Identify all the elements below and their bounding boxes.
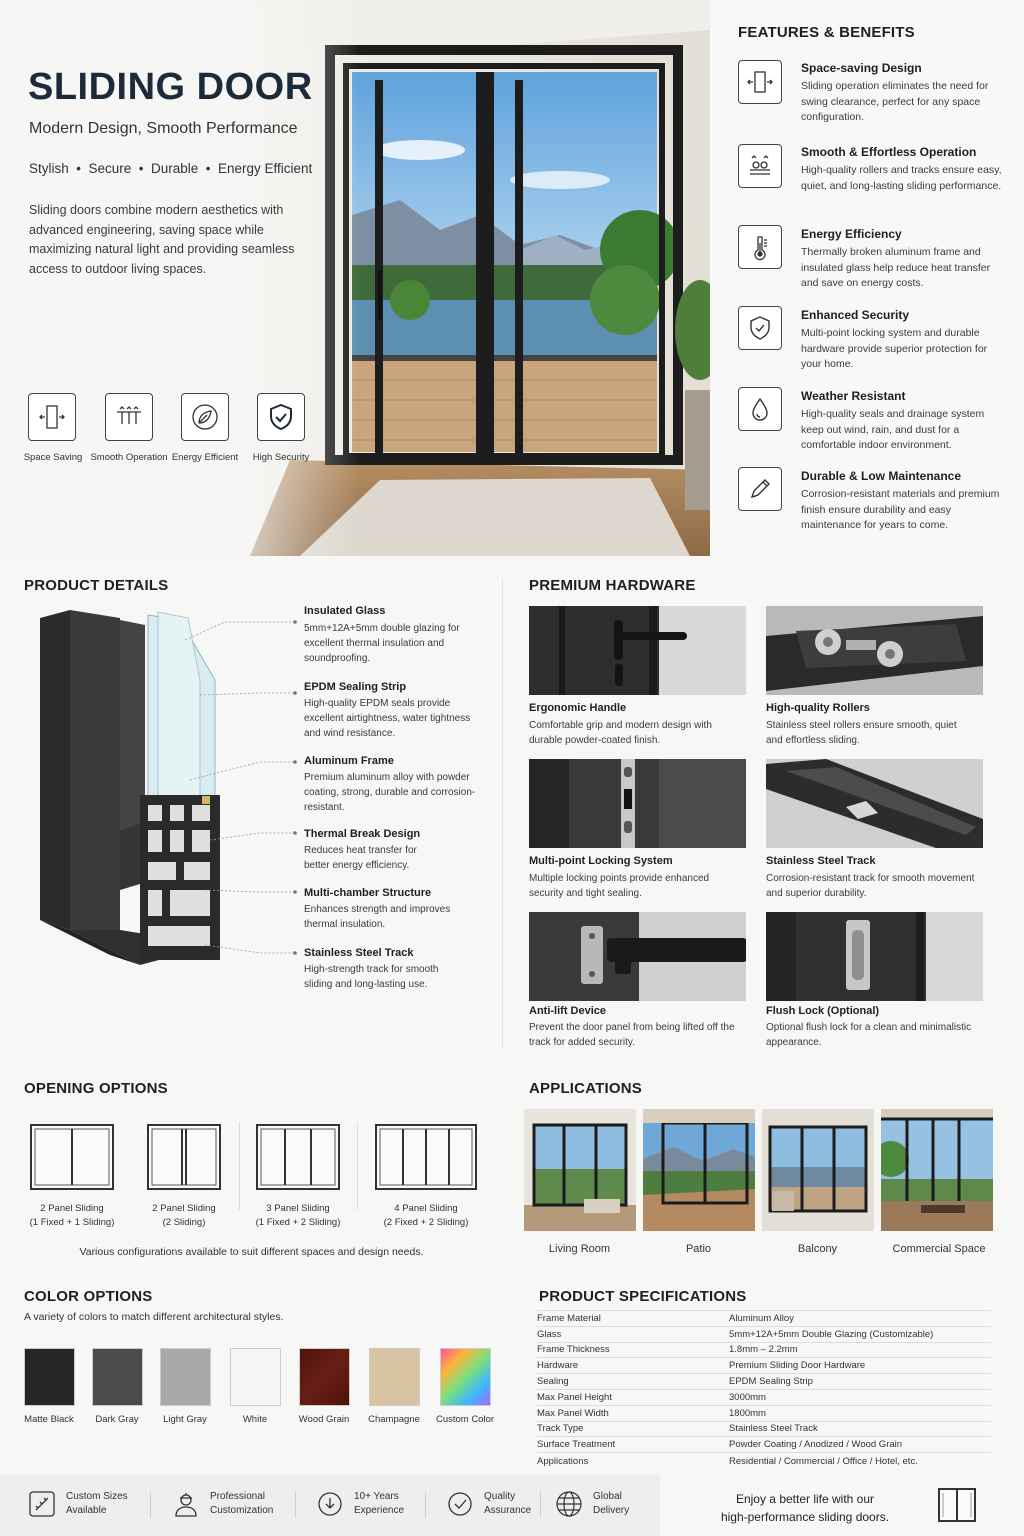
footer-item-text (484, 1490, 531, 1518)
color-swatch-label: White (242, 1414, 268, 1425)
hero-icon-space-saving (28, 393, 76, 441)
feature-description: High-quality seals and drainage system keep out wind, rain, and dust for a comfortable indoor environment. (801, 408, 985, 451)
applications-heading: APPLICATIONS (529, 1080, 642, 1097)
ruler-icon (28, 1490, 56, 1518)
feature-item (738, 306, 782, 350)
shield-check-icon (738, 306, 782, 350)
hardware-description: Stainless steel rollers ensure smooth, quiet and effortless sliding. (766, 720, 957, 746)
pencil-icon (738, 467, 782, 511)
spec-key: Applications (537, 1455, 589, 1467)
hardware-title: Flush Lock (Optional) (766, 1005, 880, 1017)
detail-title: Multi-chamber Structure (304, 887, 432, 899)
feature-title: Weather Resistant (801, 389, 906, 403)
spec-row (537, 1374, 991, 1390)
spec-key: Glass (537, 1328, 562, 1340)
shield-check-icon (257, 393, 305, 441)
spec-value: 1.8mm – 2.2mm (729, 1344, 798, 1356)
opening-option-config: (1 Fixed + 2 Sliding) (255, 1217, 341, 1228)
spec-value: 3000mm (729, 1391, 766, 1403)
check-circle-icon (446, 1490, 474, 1518)
smooth-operation-icon (105, 393, 153, 441)
spec-value: Residential / Commercial / Office / Hotel, etc. (729, 1455, 918, 1467)
hardware-title: Ergonomic Handle (529, 702, 627, 714)
color-swatch-custom[interactable] (440, 1348, 491, 1406)
hardware-description: Corrosion-resistant track for smooth movement and superior durability. (766, 873, 975, 899)
spec-row (537, 1453, 991, 1469)
footer-item (446, 1490, 531, 1518)
spec-key: Hardware (537, 1360, 579, 1372)
divider (239, 1122, 240, 1210)
divider (150, 1492, 151, 1518)
color-swatch-label: Custom Color (435, 1414, 495, 1425)
footer-item-line: 10+ Years (354, 1491, 399, 1502)
door-arrows-icon (738, 60, 782, 104)
globe-icon (555, 1490, 583, 1518)
hardware-description: Multiple locking points provide enhanced security and tight sealing. (529, 873, 710, 899)
sliding-door-icon (938, 1488, 976, 1522)
rollers-image (766, 606, 983, 695)
spec-value: 1800mm (729, 1407, 766, 1419)
hardware-description: Comfortable grip and modern design with durable powder-coated finish. (529, 720, 712, 746)
leaf-icon (181, 393, 229, 441)
footer-item-line: Delivery (593, 1505, 630, 1516)
rollers-icon (738, 144, 782, 188)
application-label: Living Room (548, 1243, 611, 1255)
color-swatch-wood-grain[interactable] (299, 1348, 350, 1406)
spec-key: Max Panel Height (537, 1391, 612, 1403)
color-swatch-label: Wood Grain (298, 1414, 350, 1425)
features-heading: FEATURES & BENEFITS (738, 24, 915, 41)
detail-title: Stainless Steel Track (304, 947, 414, 959)
anti-lift-device-image (529, 912, 746, 1001)
opening-option-3panel-diagram (256, 1124, 340, 1190)
hero-section (0, 0, 710, 556)
application-label: Commercial Space (892, 1243, 986, 1255)
footer-item-line: Professional (210, 1491, 266, 1502)
spec-row (537, 1343, 991, 1359)
footer-item-line: Customization (210, 1505, 274, 1516)
feature-item (738, 144, 782, 188)
application-living-room-image (524, 1109, 636, 1231)
application-balcony-image (762, 1109, 874, 1231)
opening-option-name: 4 Panel Sliding (394, 1203, 458, 1214)
color-options-subtitle: A variety of colors to match different architectural styles. (24, 1311, 284, 1323)
hero-description: Sliding doors combine modern aesthetics with advanced engineering, saving space while maximizing natural light and providing seamless access to outdoor living spaces. (29, 203, 295, 276)
footer-item-text (593, 1490, 629, 1518)
spec-row (537, 1327, 991, 1343)
feature-item (738, 387, 782, 431)
opening-option-name: 3 Panel Sliding (266, 1203, 330, 1214)
color-options-heading: COLOR OPTIONS (24, 1288, 153, 1305)
detail-title: Insulated Glass (304, 605, 386, 617)
feature-item (738, 225, 782, 269)
opening-option-2panel-fixed-diagram (30, 1124, 114, 1190)
feature-description: Thermally broken aluminum frame and insulated glass help reduce heat transfer and save on energy costs. (801, 246, 991, 289)
color-swatch-light-gray[interactable] (160, 1348, 211, 1406)
footer-item-line: Available (66, 1505, 107, 1516)
footer-item (555, 1490, 629, 1518)
color-swatch-white[interactable] (230, 1348, 281, 1406)
feature-title: Smooth & Effortless Operation (801, 145, 977, 159)
detail-description: Reduces heat transfer for better energy efficiency. (304, 845, 417, 871)
feature-item (738, 467, 782, 511)
spec-row (537, 1406, 991, 1422)
medal-icon (316, 1490, 344, 1518)
footer-item-line: Quality (484, 1491, 516, 1502)
specifications-table (537, 1310, 991, 1469)
feature-title: Energy Efficiency (801, 227, 902, 241)
spec-key: Frame Material (537, 1312, 601, 1324)
hardware-description: Optional flush lock for a clean and minimalistic appearance. (766, 1022, 972, 1048)
spec-value: Stainless Steel Track (729, 1423, 818, 1435)
footer-item-line: Assurance (484, 1505, 532, 1516)
application-commercial-image (881, 1109, 993, 1231)
feature-description: Multi-point locking system and durable hardware provide superior protection for your home. (801, 327, 988, 370)
spec-key: Frame Thickness (537, 1344, 610, 1356)
divider (540, 1492, 541, 1518)
divider (425, 1492, 426, 1518)
footer-item-line: Global (593, 1491, 622, 1502)
divider (295, 1492, 296, 1518)
hero-icon-smooth-operation (105, 393, 153, 441)
thermometer-icon (738, 225, 782, 269)
footer-item-line: Custom Sizes (66, 1491, 128, 1502)
opening-option-4panel-diagram (375, 1124, 477, 1190)
spec-key: Surface Treatment (537, 1439, 616, 1451)
feature-title: Durable & Low Maintenance (801, 469, 962, 483)
hardware-title: Anti-lift Device (529, 1005, 607, 1017)
opening-options-note: Various configurations available to suit different spaces and design needs. (79, 1246, 424, 1258)
spec-value: Powder Coating / Anodized / Wood Grain (729, 1439, 903, 1451)
hero-subtitle: Modern Design, Smooth Performance (29, 120, 298, 137)
application-patio-image (643, 1109, 755, 1231)
hardware-heading: PREMIUM HARDWARE (529, 577, 696, 594)
worker-icon (172, 1490, 200, 1518)
hero-icon-label: High Security (252, 452, 310, 463)
opening-options-heading: OPENING OPTIONS (24, 1080, 168, 1097)
color-swatch-label: Light Gray (163, 1414, 207, 1425)
detail-title: Thermal Break Design (304, 828, 421, 840)
footer-item-text (354, 1490, 404, 1518)
hardware-title: Multi-point Locking System (529, 855, 673, 867)
feature-title: Space-saving Design (801, 61, 922, 75)
footer-item (28, 1490, 128, 1518)
detail-title: EPDM Sealing Strip (304, 681, 407, 693)
profile-cross-section-image (30, 600, 300, 980)
space-saving-icon (28, 393, 76, 441)
opening-option-label (243, 1202, 353, 1230)
color-swatch-dark-gray[interactable] (92, 1348, 143, 1406)
spec-row (537, 1358, 991, 1374)
footer-tagline-line: high-performance sliding doors. (720, 1510, 890, 1524)
color-swatch-label: Dark Gray (95, 1414, 139, 1425)
footer-item (172, 1490, 273, 1518)
hardware-title: High-quality Rollers (766, 702, 870, 714)
steel-track-image (766, 759, 983, 848)
product-details-heading: PRODUCT DETAILS (24, 577, 169, 594)
spec-value: Aluminum Alloy (729, 1312, 794, 1324)
feature-description: Sliding operation eliminates the need for swing clearance, perfect for any space configuration. (801, 80, 989, 123)
footer-item-line: Experience (354, 1505, 405, 1516)
application-label: Patio (685, 1243, 712, 1255)
detail-title: Aluminum Frame (304, 755, 394, 767)
spec-row (537, 1422, 991, 1438)
flush-lock-image (766, 912, 983, 1001)
application-label: Balcony (797, 1243, 838, 1255)
opening-option-label (371, 1202, 481, 1230)
opening-option-2panel-sliding-diagram (147, 1124, 221, 1190)
specifications-heading: PRODUCT SPECIFICATIONS (539, 1288, 747, 1305)
page-title: SLIDING DOOR (28, 66, 313, 108)
color-swatch-matte-black[interactable] (24, 1348, 75, 1406)
opening-option-config: (1 Fixed + 1 Sliding) (29, 1217, 115, 1228)
hero-tagline: Stylish • Secure • Durable • Energy Efficient (29, 161, 313, 176)
handle-image (529, 606, 746, 695)
hero-icon-energy (181, 393, 229, 441)
feature-title: Enhanced Security (801, 308, 910, 322)
detail-description: High-strength track for smooth sliding and long-lasting use. (304, 964, 439, 990)
detail-description: Enhances strength and improves thermal insulation. (304, 904, 451, 930)
opening-option-label (17, 1202, 127, 1230)
color-swatch-champagne[interactable] (369, 1348, 420, 1406)
footer-tagline-line: Enjoy a better life with our (735, 1492, 875, 1506)
opening-option-config: (2 Fixed + 2 Sliding) (383, 1217, 469, 1228)
footer-item-text (66, 1490, 128, 1518)
footer-item-text (210, 1490, 273, 1518)
spec-row (537, 1437, 991, 1453)
opening-option-config: (2 Sliding) (162, 1217, 206, 1228)
spec-row (537, 1311, 991, 1327)
opening-option-label (129, 1202, 239, 1230)
spec-key: Sealing (537, 1376, 569, 1388)
detail-description: High-quality EPDM seals provide excellent airtightness, water tightness and wind resistance. (304, 698, 471, 739)
feature-description: High-quality rollers and tracks ensure easy, quiet, and long-lasting sliding performance. (801, 164, 1002, 192)
hero-icon-label: Energy Efficient (171, 452, 239, 463)
locking-system-image (529, 759, 746, 848)
hero-icon-label: Space Saving (23, 452, 83, 463)
detail-description: 5mm+12A+5mm double glazing for excellent thermal insulation and soundproofing. (304, 623, 460, 664)
divider (502, 578, 503, 1048)
detail-description: Premium aluminum alloy with powder coating, strong, durable and corrosion-resistant. (304, 772, 476, 813)
spec-key: Track Type (537, 1423, 584, 1435)
opening-option-name: 2 Panel Sliding (152, 1203, 216, 1214)
spec-value: EPDM Sealing Strip (729, 1376, 813, 1388)
footer-bar (0, 1474, 1024, 1536)
divider (357, 1122, 358, 1210)
spec-key: Max Panel Width (537, 1407, 609, 1419)
hero-icon-label: Smooth Operation (90, 452, 168, 463)
hardware-description: Prevent the door panel from being lifted off the track for added security. (529, 1022, 735, 1048)
opening-option-name: 2 Panel Sliding (40, 1203, 104, 1214)
spec-value: Premium Sliding Door Hardware (729, 1360, 866, 1372)
water-drop-icon (738, 387, 782, 431)
feature-item (738, 60, 782, 104)
color-swatch-label: Champagne (368, 1414, 420, 1425)
feature-description: Corrosion-resistant materials and premium finish ensure durability and easy maintenance for years to come. (801, 488, 1000, 531)
hardware-title: Stainless Steel Track (766, 855, 876, 867)
hero-icon-security (257, 393, 305, 441)
footer-tagline (700, 1490, 910, 1526)
color-swatch-label: Matte Black (24, 1414, 74, 1425)
footer-item (316, 1490, 404, 1518)
spec-value: 5mm+12A+5mm Double Glazing (Customizable) (729, 1328, 934, 1340)
features-panel (710, 0, 1024, 556)
spec-row (537, 1390, 991, 1406)
